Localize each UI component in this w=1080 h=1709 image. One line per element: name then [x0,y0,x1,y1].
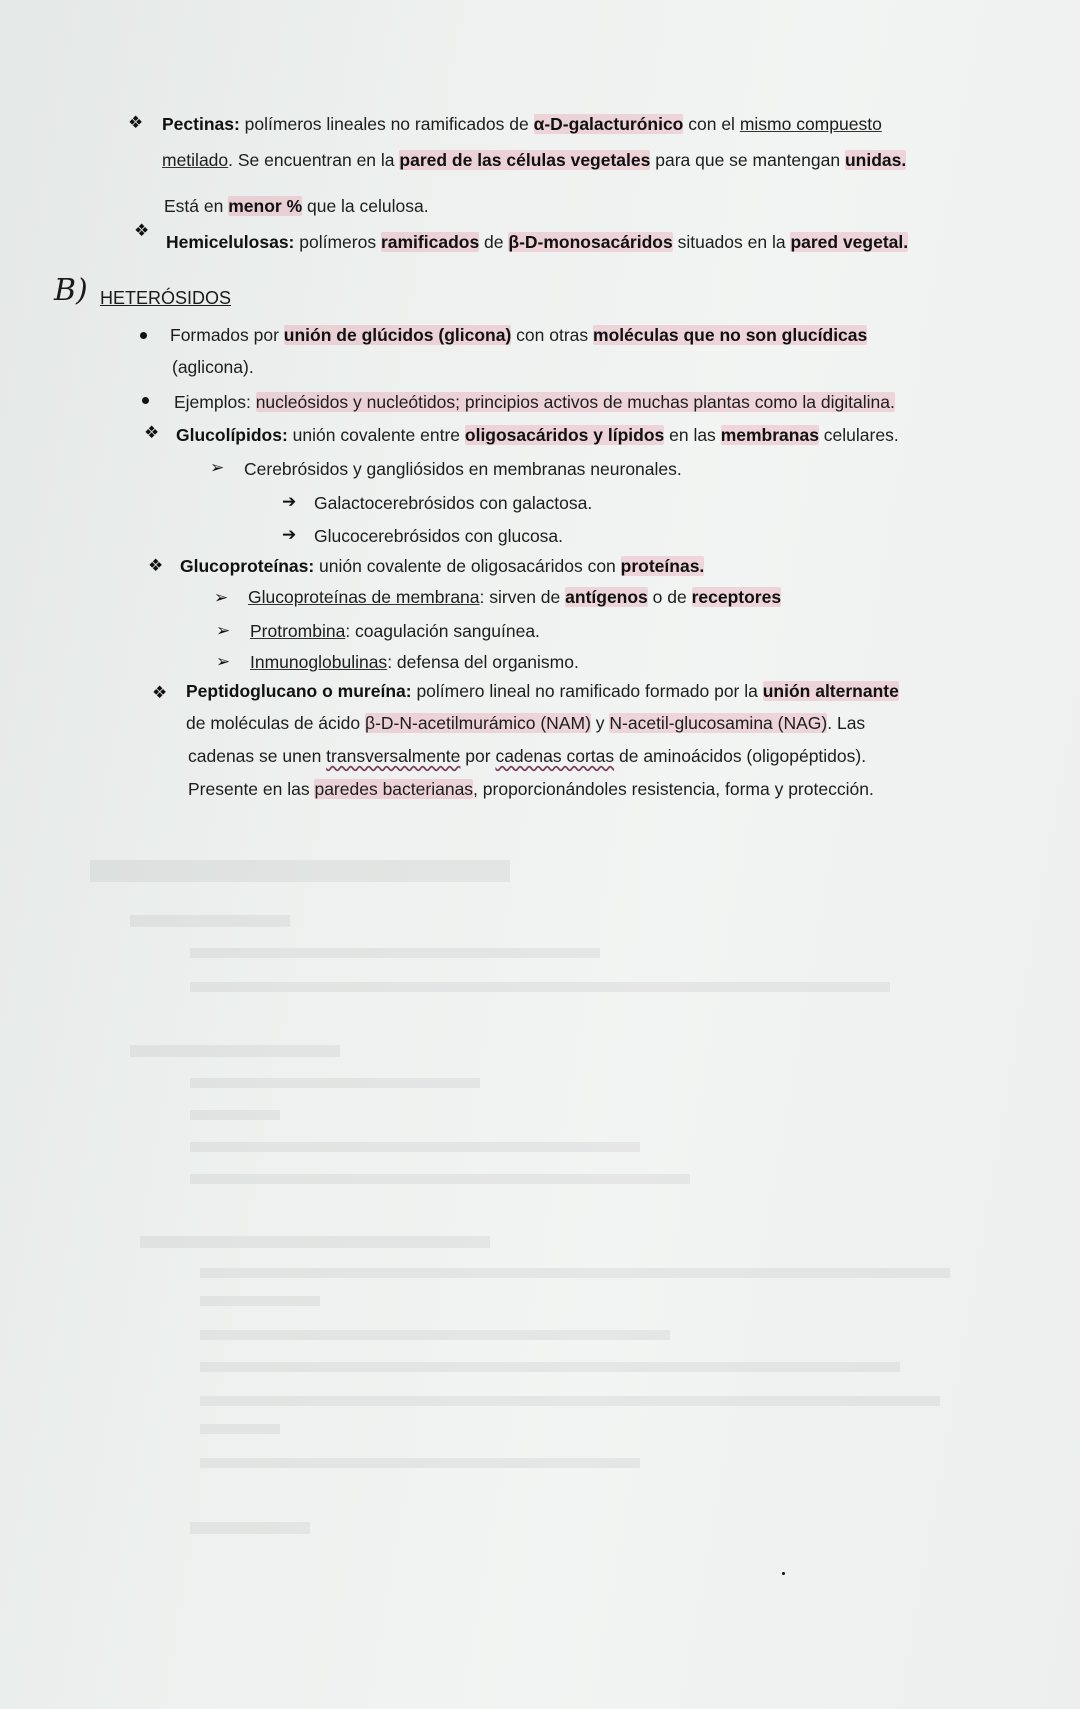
arrowhead-bullet-icon: ➢ [210,458,225,477]
dot-bullet-icon [142,397,149,404]
glucoproteinas-sub-3: Inmunoglobulinas: defensa del organismo. [250,652,579,672]
diamond-bullet-icon: ❖ [148,556,164,575]
section-title: HETERÓSIDOS [100,288,232,308]
glucoproteinas-line: Glucoproteínas: unión covalente de oligosacáridos con proteínas. [180,556,705,576]
pectinas-line-3: Está en menor % que la celulosa. [164,196,429,216]
formados-line-1: Formados por unión de glúcidos (glicona) con otras moléculas que no son glucídicas [170,325,868,345]
pectinas-term: Pectinas: [162,114,240,134]
arrowhead-bullet-icon: ➢ [216,652,231,671]
arrowhead-bullet-icon: ➢ [214,588,229,607]
hemicelulosas-line: Hemicelulosas: polímeros ramificados de β-D-monosacáridos situados en la pared vegetal. [166,232,909,252]
diamond-bullet-icon: ❖ [152,683,168,702]
peptidoglucano-line-3: cadenas se unen transversalmente por cadenas cortas de aminoácidos (oligopéptidos). [188,746,867,766]
glucoproteinas-sub-2: Protrombina: coagulación sanguínea. [250,621,540,641]
glucolipidos-term: Glucolípidos: [176,425,288,445]
glucolipidos-sub-1a: Galactocerebrósidos con galactosa. [314,493,593,513]
hemicelulosas-term: Hemicelulosas: [166,232,295,252]
section-letter: B) [54,273,88,308]
glucoproteinas-term: Glucoproteínas: [180,556,315,576]
pen-mark [782,1572,785,1575]
glucolipidos-sub-1: Cerebrósidos y gangliósidos en membranas neuronales. [244,459,682,479]
diamond-bullet-icon: ❖ [128,113,144,132]
peptidoglucano-line-2: de moléculas de ácido β-D-N-acetilmurámico (NAM) y N-acetil-glucosamina (NAG). Las [186,713,866,733]
arrow-bullet-icon: ➔ [282,492,297,511]
peptidoglucano-line-1: Peptidoglucano o mureína: polímero lineal no ramificado formado por la unión alternante [186,681,899,701]
glucolipidos-sub-1b: Glucocerebrósidos con glucosa. [314,526,564,546]
peptidoglucano-term: Peptidoglucano o mureína: [186,681,412,701]
ejemplos-line: Ejemplos: nucleósidos y nucleótidos; principios activos de muchas plantas como la digitalina. [174,392,895,412]
peptidoglucano-line-4: Presente en las paredes bacterianas, proporcionándoles resistencia, forma y protección. [188,779,874,799]
glucoproteinas-sub-1: Glucoproteínas de membrana: sirven de antígenos o de receptores [248,587,782,607]
arrowhead-bullet-icon: ➢ [216,621,231,640]
glucolipidos-line: Glucolípidos: unión covalente entre oligosacáridos y lípidos en las membranas celulares. [176,425,899,445]
arrow-bullet-icon: ➔ [282,525,297,544]
dot-bullet-icon [140,332,147,339]
pectinas-line-2: metilado. Se encuentran en la pared de las células vegetales para que se mantengan unidas. [162,150,907,170]
diamond-bullet-icon: ❖ [144,423,160,442]
formados-line-2: (aglicona). [172,357,254,377]
diamond-bullet-icon: ❖ [134,221,150,240]
pectinas-line-1: Pectinas: polímeros lineales no ramificados de α-D-galacturónico con el mismo compuesto [162,114,882,134]
